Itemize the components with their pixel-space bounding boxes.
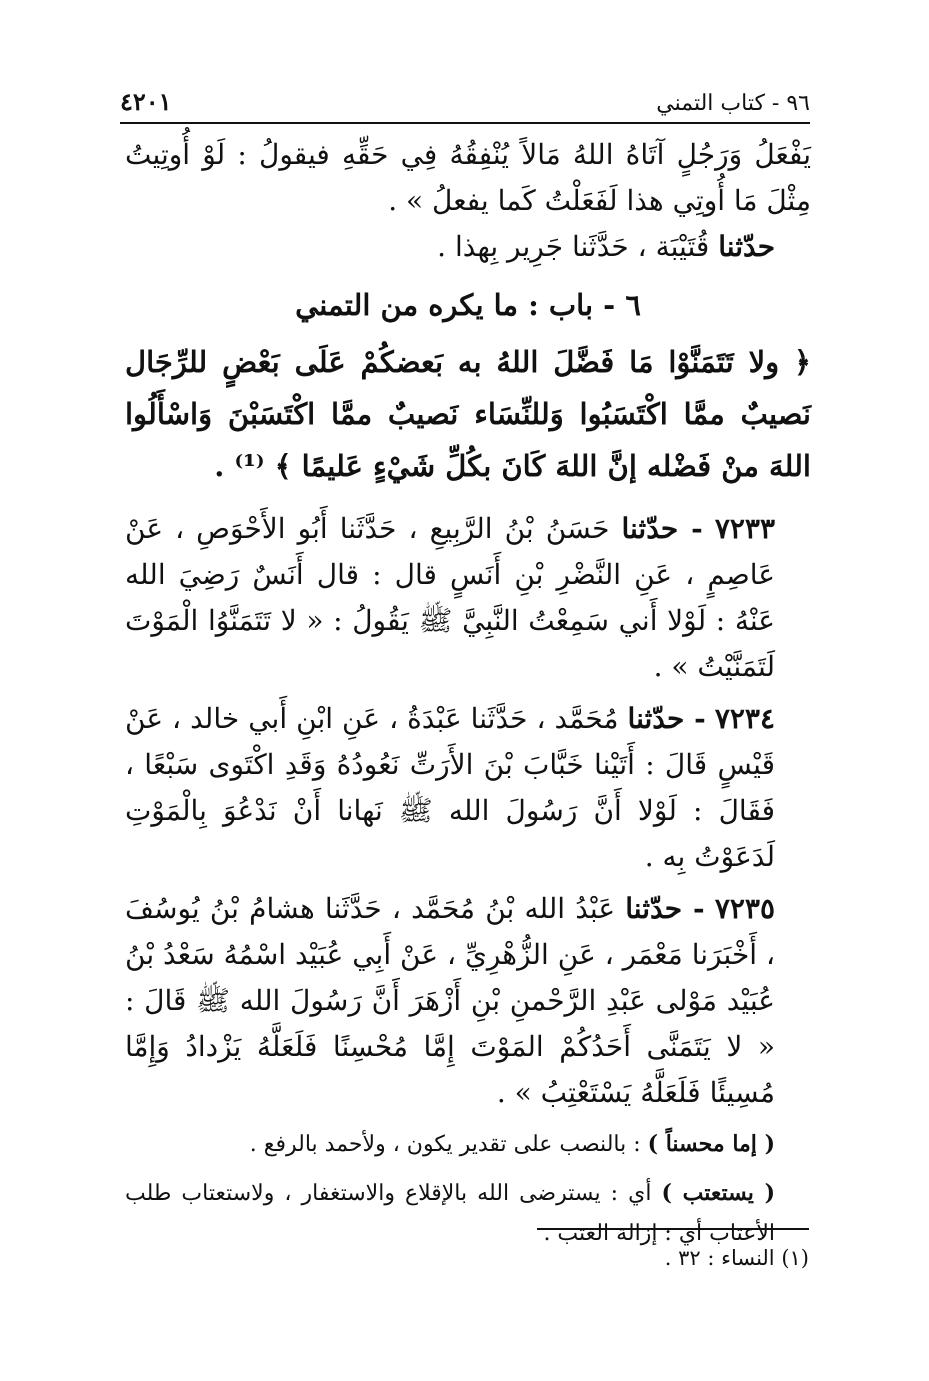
- hadith-7235: ٧٢٣٥ - حدّثنا عَبْدُ الله بْنُ مُحَمَّد ، حَدَّثَنا هشامُ بْنُ يُوسُفَ ، أَخْبَرَنا مَعْمَر ، عَنِ الزُّهْرِيِّ ، عَنْ أَبِي عُبَيْد اسْمُهُ سَعْدُ بْنُ عُبَيْد مَوْلى عَبْدِ الرَّحْمنِ بْنِ أَزْهَرَ أَنَّ رَسُولَ الله ﷺ قَالَ : « لا يَتَمَنَّى أَحَدُكُمْ المَوْتَ إِمَّا مُحْسِنًا فَلَعَلَّهُ يَزْدادُ وَإِمَّا مُسِيئًا فَلَعَلَّهُ يَسْتَعْتِبُ » .: [125, 892, 775, 1109]
- narration-label: حدّثنا: [718, 230, 775, 263]
- footnote-divider: [537, 1228, 809, 1230]
- hadith-text: مُحَمَّد ، حَدَّثَنا عَبْدَةُ ، عَنِ ابْنِ أَبي خالد ، عَنْ قَيْسٍ قَالَ : أَتَيْنا خَبَّابَ بْنَ الأَرَتِّ نَعُودُهُ وَقَدِ اكْتَوى سَبْعًا ، فَقَالَ : لَوْلا أَنَّ رَسُولَ الله ﷺ نَهانا أَنْ نَدْعُوَ بِالْمَوْتِ لَدَعَوْتُ بِه .: [125, 702, 775, 873]
- hadith-7233: ٧٢٣٣ - حدّثنا حَسَنُ بْنُ الرَّبِيعِ ، حَدَّثَنا أَبُو الأَحْوَصِ ، عَنْ عَاصِمٍ ، عَنِ النَّضْرِ بْنِ أَنَسٍ قال : قال أَنَسٌ رَضِيَ الله عَنْهُ : لَوْلا أَني سَمِعْتُ النَّبِيَّ ﷺ يَقُولُ : « لا تَتَمَنَّوُا الْمَوْتَ لَتَمَنَّيْتُ » .: [125, 512, 775, 683]
- page-body: [125, 132, 811, 1254]
- narration-label: حدّثنا: [627, 702, 685, 735]
- note-ima-muhsinan: [125, 1124, 811, 1165]
- note-term: ( إما محسناً ): [647, 1131, 775, 1157]
- hadith-number: ٧٢٣٤: [714, 702, 775, 735]
- qutaiba-line: [125, 224, 811, 270]
- narration-label: حدّثنا: [625, 892, 683, 925]
- footnote: (١) النساء : ٣٢ .: [664, 1246, 809, 1270]
- note-term: ( يستعتب ): [661, 1180, 775, 1206]
- quran-verse: ﴿ ولا تَتَمَنَّوْا مَا فَضَّلَ اللهُ به بَعضكُمْ عَلَى بَعْضٍ للرِّجَال نَصيبٌ ممَّا اكْتَسَبُوا وَللنِّسَاء نَصيبٌ ممَّا اكْتَسَبْنَ وَاسْأَلُوا اللهَ منْ فَضْله إنَّ اللهَ كَانَ بكُلِّ شَيْءٍ عَليمًا ﴾ ⁽¹⁾ .: [125, 345, 811, 483]
- hadith-text: حَسَنُ بْنُ الرَّبِيعِ ، حَدَّثَنا أَبُو الأَحْوَصِ ، عَنْ عَاصِمٍ ، عَنِ النَّضْرِ بْنِ أَنَسٍ قال : قال أَنَسٌ رَضِيَ الله عَنْهُ : لَوْلا أَني سَمِعْتُ النَّبِيَّ ﷺ يَقُولُ : « لا تَتَمَنَّوُا الْمَوْتَ لَتَمَنَّيْتُ » .: [125, 512, 775, 683]
- note-yastatib: [125, 1173, 811, 1254]
- hadith-text: عَبْدُ الله بْنُ مُحَمَّد ، حَدَّثَنا هشامُ بْنُ يُوسُفَ ، أَخْبَرَنا مَعْمَر ، عَنِ الزُّهْرِيِّ ، عَنْ أَبِي عُبَيْد اسْمُهُ سَعْدُ بْنُ عُبَيْد مَوْلى عَبْدِ الرَّحْمنِ بْنِ أَزْهَرَ أَنَّ رَسُولَ الله ﷺ قَالَ : « لا يَتَمَنَّى أَحَدُكُمْ المَوْتَ إِمَّا مُحْسِنًا فَلَعَلَّهُ يَزْدادُ وَإِمَّا مُسِيئًا فَلَعَلَّهُ يَسْتَعْتِبُ » .: [125, 892, 775, 1109]
- page-number: ٤٢٠١: [120, 87, 172, 116]
- note-text: أي : يسترضى الله بالإقلاع والاستغفار ، ولاستعتاب طلب الأعتاب أي : إزالة العتب .: [125, 1181, 775, 1246]
- hadith-number: ٧٢٣٣: [714, 512, 775, 545]
- continuation-text: يَفْعَلُ وَرَجُلٍ آتَاهُ اللهُ مَالاً يُنْفِقُهُ فِي حَقِّهِ فيقولُ : لَوْ أُوتِيتُ مِثْلَ مَا أُوتِي هذا لَفَعَلْتُ كَما يفعلُ » .: [125, 138, 811, 217]
- chapter-title: ٩٦ - كتاب التمني: [656, 91, 810, 116]
- page-header: [120, 78, 810, 124]
- narration-label: حدّثنا: [621, 512, 679, 545]
- hadith-7234: ٧٢٣٤ - حدّثنا مُحَمَّد ، حَدَّثَنا عَبْدَةُ ، عَنِ ابْنِ أَبي خالد ، عَنْ قَيْسٍ قَالَ : أَتَيْنا خَبَّابَ بْنَ الأَرَتِّ نَعُودُهُ وَقَدِ اكْتَوى سَبْعًا ، فَقَالَ : لَوْلا أَنَّ رَسُولَ الله ﷺ نَهانا أَنْ نَدْعُوَ بِالْمَوْتِ لَدَعَوْتُ بِه .: [125, 702, 775, 873]
- narration-text: قُتَيْبَة ، حَدَّثَنا جَرِير بِهذا .: [437, 230, 710, 263]
- hadith-number: ٧٢٣٥: [714, 892, 775, 925]
- note-text: : بالنصب على تقدير يكون ، ولأحمد بالرفع .: [249, 1132, 641, 1157]
- section-heading: ٦ - باب : ما يكره من التمني: [295, 288, 641, 322]
